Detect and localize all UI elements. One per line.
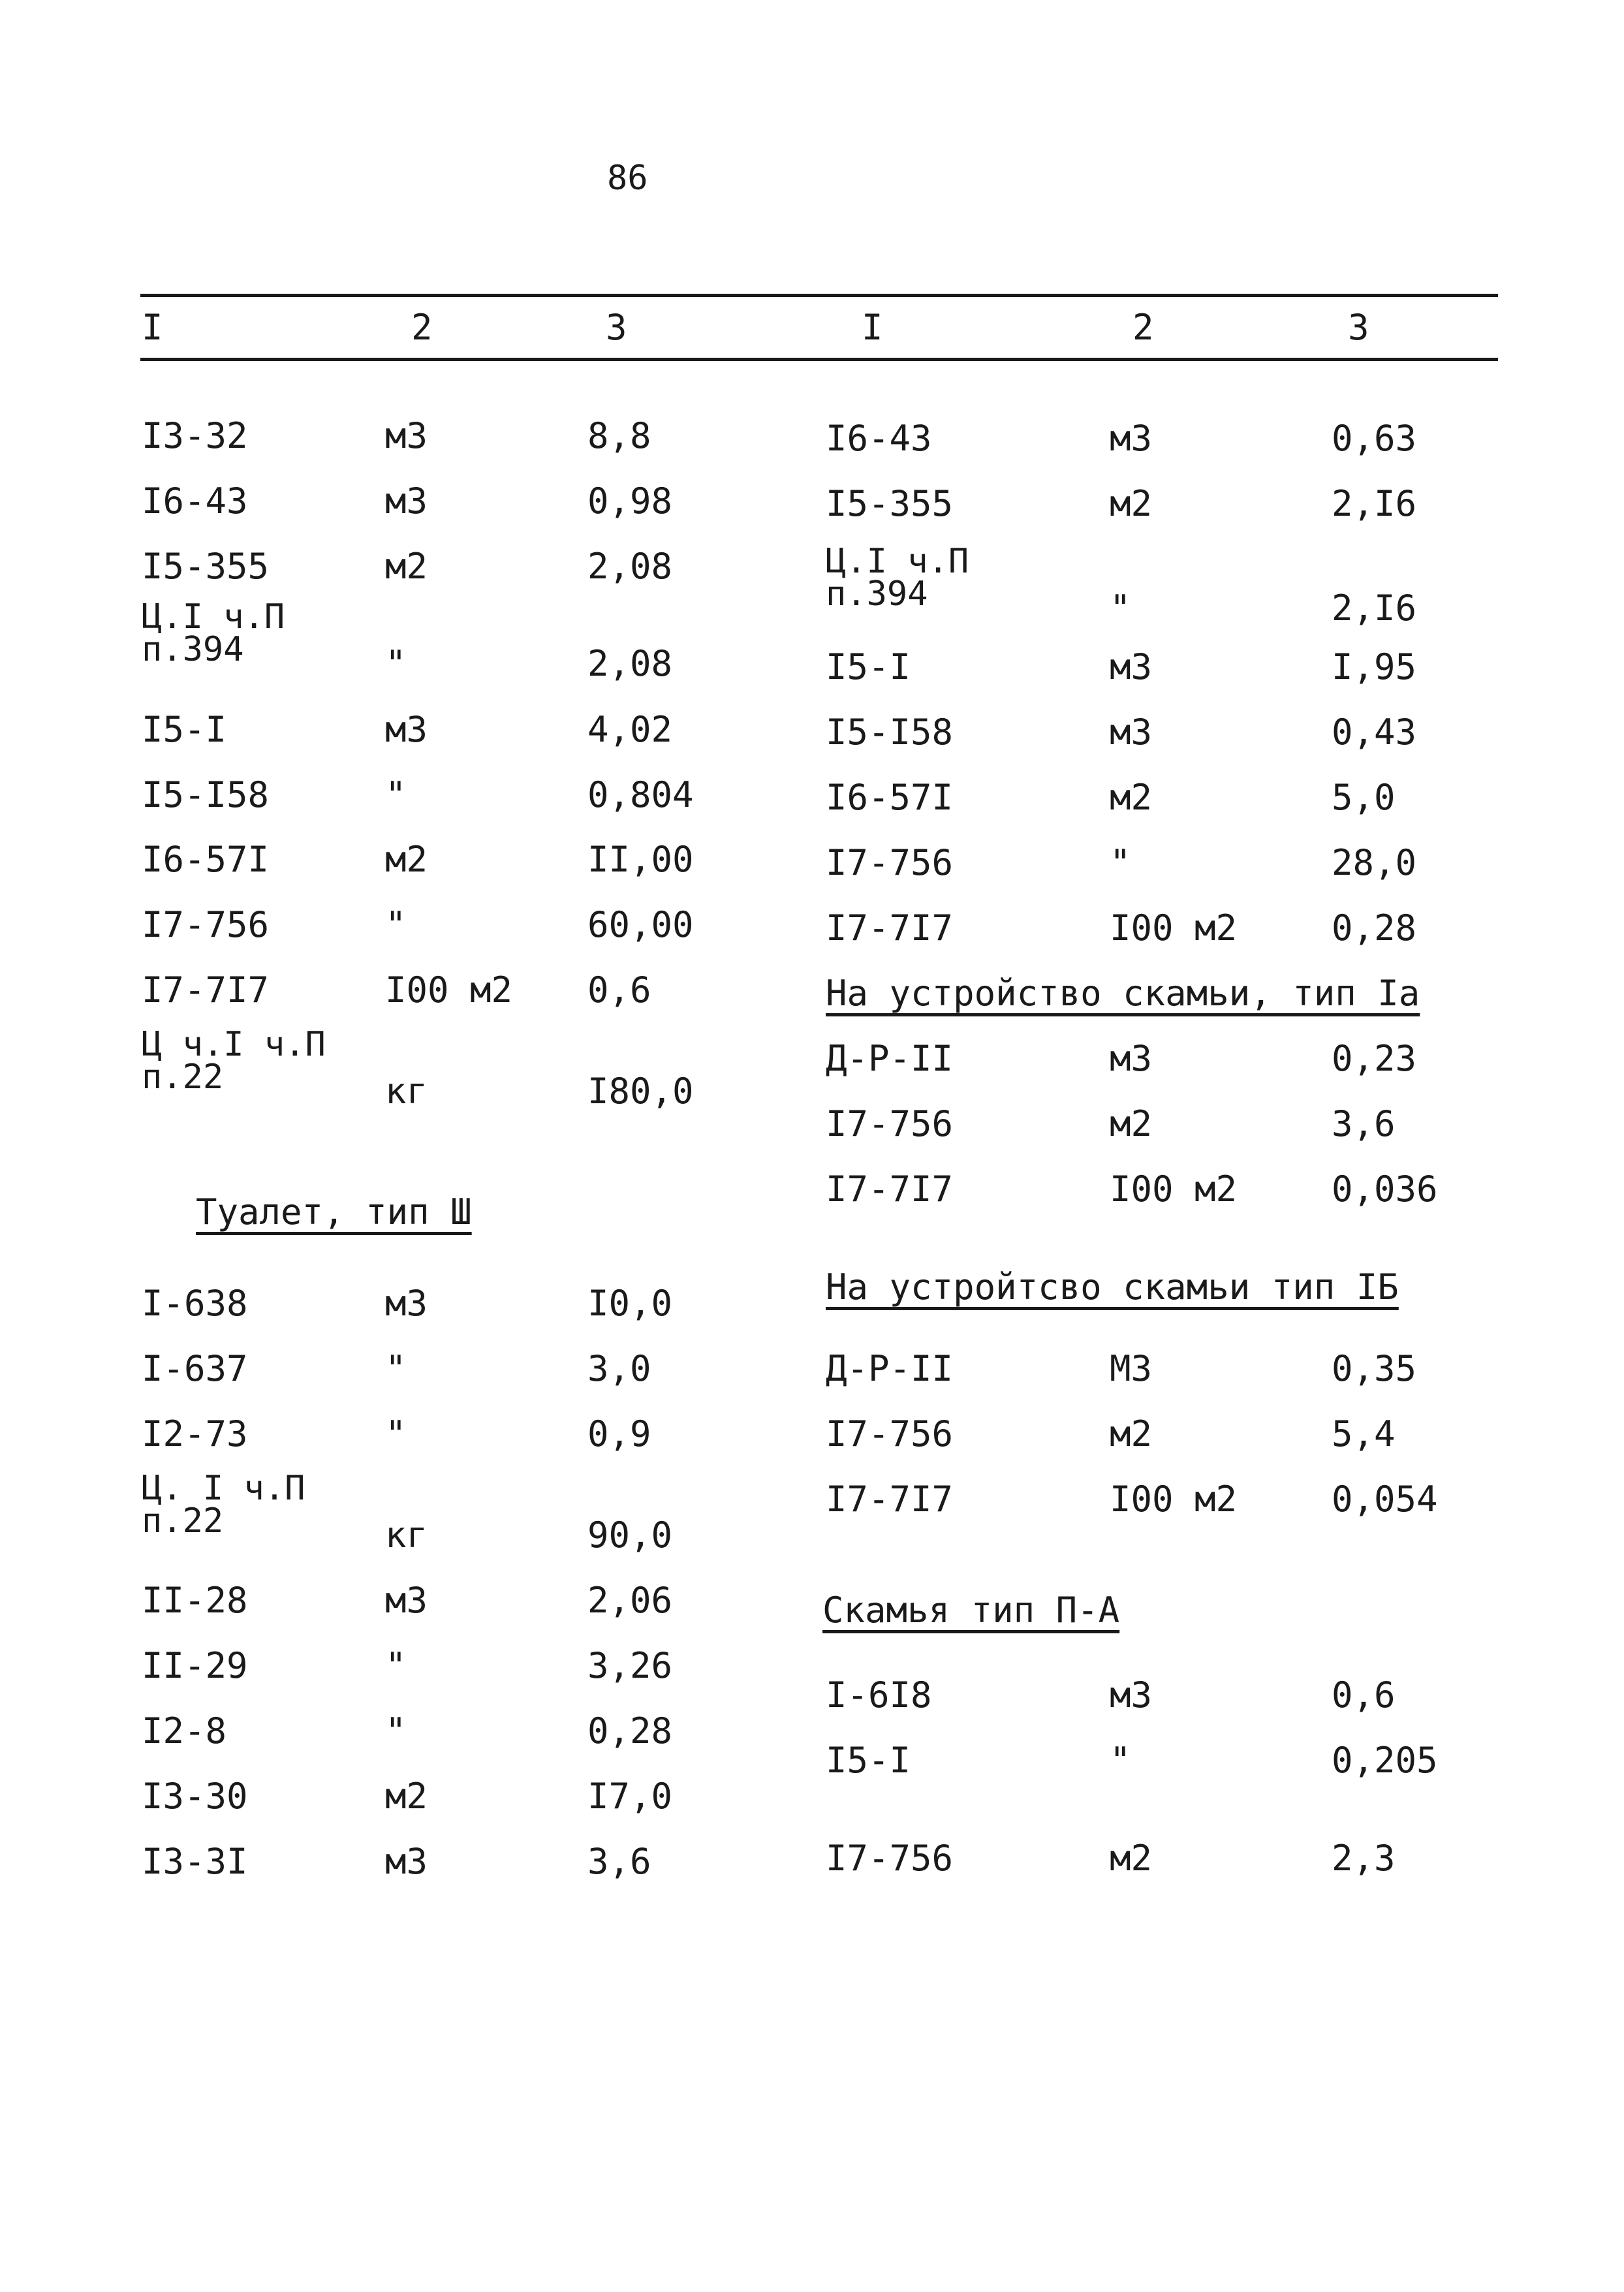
left-row-3-code: Ц.I ч.П п.394 <box>142 597 285 669</box>
toilet-row-3-code: Ц. I ч.П п.22 <box>142 1469 305 1541</box>
left-row-9-unit: кг <box>385 1071 428 1112</box>
left-row-2-unit: м2 <box>385 546 428 587</box>
right-row-7-code: I7-7I7 <box>826 907 954 949</box>
right-row-0-code: I6-43 <box>826 418 932 459</box>
left-row-4-code: I5-I <box>142 709 227 750</box>
toilet-row-8-code: I3-3I <box>142 1841 248 1882</box>
left-row-7-qty: 60,00 <box>587 904 694 945</box>
toilet-row-6-code: I2-8 <box>142 1710 227 1751</box>
toilet-row-6-qty: 0,28 <box>587 1710 673 1751</box>
section-title-bench-1b: На устройтсво скамьи тип IБ <box>826 1266 1399 1308</box>
bench-2a-row-1-unit: " <box>1110 1740 1131 1781</box>
header-col-3-left: 3 <box>606 307 627 348</box>
left-row-9-qty: I80,0 <box>587 1071 694 1112</box>
right-row-1-qty: 2,I6 <box>1332 483 1417 524</box>
bench-1a-row-1-qty: 3,6 <box>1332 1103 1396 1144</box>
left-row-0-unit: м3 <box>385 415 428 456</box>
bench-1b-row-0-unit: М3 <box>1110 1348 1153 1389</box>
toilet-row-1-unit: " <box>385 1348 407 1389</box>
left-row-1-code: I6-43 <box>142 480 248 522</box>
right-row-6-qty: 28,0 <box>1332 842 1417 883</box>
left-row-5-qty: 0,804 <box>587 774 694 815</box>
section-title-bench-2a: Скамья тип П-А <box>822 1590 1120 1631</box>
toilet-row-8-unit: м3 <box>385 1841 428 1882</box>
bench-2a-row-1-qty: 0,205 <box>1332 1740 1438 1781</box>
left-row-0-qty: 8,8 <box>587 415 651 456</box>
left-row-9-code: Ц ч.I ч.П п.22 <box>142 1025 326 1097</box>
right-row-2-unit: " <box>1110 588 1131 629</box>
toilet-row-2-unit: " <box>385 1413 407 1454</box>
header-col-2-left: 2 <box>411 307 433 348</box>
bench-1b-row-2-code: I7-7I7 <box>826 1479 954 1520</box>
bench-1b-row-0-qty: 0,35 <box>1332 1348 1417 1389</box>
right-row-7-qty: 0,28 <box>1332 907 1417 949</box>
bench-2a-row-0-qty: 0,6 <box>1332 1674 1396 1716</box>
left-row-8-unit: I00 м2 <box>385 969 513 1011</box>
right-row-6-unit: " <box>1110 842 1131 883</box>
left-row-4-unit: м3 <box>385 709 428 750</box>
toilet-row-4-qty: 2,06 <box>587 1580 673 1621</box>
toilet-row-7-code: I3-30 <box>142 1776 248 1817</box>
page-number: 86 <box>607 159 648 198</box>
left-row-6-qty: II,00 <box>587 839 694 880</box>
bench-1a-row-0-qty: 0,23 <box>1332 1038 1417 1079</box>
toilet-row-2-qty: 0,9 <box>587 1413 651 1454</box>
right-row-3-code: I5-I <box>826 646 911 687</box>
header-col-1-left: I <box>142 307 163 348</box>
toilet-row-3-unit: кг <box>385 1515 428 1556</box>
toilet-row-0-code: I-638 <box>142 1283 248 1324</box>
bench-1a-row-2-code: I7-7I7 <box>826 1169 954 1210</box>
right-row-0-unit: м3 <box>1110 418 1153 459</box>
left-row-7-unit: " <box>385 904 407 945</box>
right-row-4-unit: м3 <box>1110 712 1153 753</box>
header-rule-bottom <box>140 358 1498 361</box>
right-row-3-unit: м3 <box>1110 646 1153 687</box>
right-row-2-code: Ц.I ч.П п.394 <box>826 542 969 614</box>
toilet-row-0-unit: м3 <box>385 1283 428 1324</box>
left-row-0-code: I3-32 <box>142 415 248 456</box>
toilet-row-4-unit: м3 <box>385 1580 428 1621</box>
bench-2a-row-1-code: I5-I <box>826 1740 911 1781</box>
bench-1b-row-0-code: Д-Р-II <box>826 1348 954 1389</box>
left-row-6-code: I6-57I <box>142 839 270 880</box>
left-row-5-unit: " <box>385 774 407 815</box>
bench-1a-row-2-unit: I00 м2 <box>1110 1169 1238 1210</box>
left-row-5-code: I5-I58 <box>142 774 270 815</box>
left-row-2-qty: 2,08 <box>587 546 673 587</box>
toilet-row-5-unit: " <box>385 1645 407 1686</box>
toilet-row-8-qty: 3,6 <box>587 1841 651 1882</box>
section-title-toilet: Туалет, тип Ш <box>196 1191 472 1232</box>
left-row-8-code: I7-7I7 <box>142 969 270 1011</box>
toilet-row-6-unit: " <box>385 1710 407 1751</box>
toilet-row-0-qty: I0,0 <box>587 1283 673 1324</box>
section-title-bench-1a: На устройство скамьи, тип Iа <box>826 973 1420 1014</box>
bench-1b-row-1-code: I7-756 <box>826 1413 954 1454</box>
bench-1a-row-1-code: I7-756 <box>826 1103 954 1144</box>
toilet-row-5-code: II-29 <box>142 1645 248 1686</box>
right-row-2-qty: 2,I6 <box>1332 588 1417 629</box>
left-row-1-unit: м3 <box>385 480 428 522</box>
right-row-5-code: I6-57I <box>826 777 954 818</box>
bench-1a-row-0-unit: м3 <box>1110 1038 1153 1079</box>
toilet-row-2-code: I2-73 <box>142 1413 248 1454</box>
bench-2a-row-2-code: I7-756 <box>826 1838 954 1879</box>
header-rule-top <box>140 294 1498 297</box>
left-row-4-qty: 4,02 <box>587 709 673 750</box>
bench-2a-row-2-qty: 2,3 <box>1332 1838 1396 1879</box>
bench-1b-row-1-qty: 5,4 <box>1332 1413 1396 1454</box>
right-row-3-qty: I,95 <box>1332 646 1417 687</box>
header-col-1-right: I <box>862 307 883 348</box>
right-row-4-qty: 0,43 <box>1332 712 1417 753</box>
left-row-1-qty: 0,98 <box>587 480 673 522</box>
right-row-1-unit: м2 <box>1110 483 1153 524</box>
toilet-row-3-qty: 90,0 <box>587 1515 673 1556</box>
right-row-5-qty: 5,0 <box>1332 777 1396 818</box>
bench-1a-row-2-qty: 0,036 <box>1332 1169 1438 1210</box>
left-row-3-qty: 2,08 <box>587 643 673 684</box>
bench-2a-row-0-unit: м3 <box>1110 1674 1153 1716</box>
toilet-row-1-qty: 3,0 <box>587 1348 651 1389</box>
toilet-row-4-code: II-28 <box>142 1580 248 1621</box>
left-row-2-code: I5-355 <box>142 546 270 587</box>
left-row-6-unit: м2 <box>385 839 428 880</box>
bench-1b-row-2-qty: 0,054 <box>1332 1479 1438 1520</box>
right-row-5-unit: м2 <box>1110 777 1153 818</box>
left-row-8-qty: 0,6 <box>587 969 651 1011</box>
left-row-3-unit: " <box>385 643 407 684</box>
right-row-6-code: I7-756 <box>826 842 954 883</box>
bench-1b-row-2-unit: I00 м2 <box>1110 1479 1238 1520</box>
toilet-row-7-unit: м2 <box>385 1776 428 1817</box>
left-row-7-code: I7-756 <box>142 904 270 945</box>
toilet-row-1-code: I-637 <box>142 1348 248 1389</box>
right-row-1-code: I5-355 <box>826 483 954 524</box>
right-row-0-qty: 0,63 <box>1332 418 1417 459</box>
header-col-3-right: 3 <box>1348 307 1369 348</box>
bench-2a-row-2-unit: м2 <box>1110 1838 1153 1879</box>
header-col-2-right: 2 <box>1132 307 1154 348</box>
right-row-4-code: I5-I58 <box>826 712 954 753</box>
toilet-row-7-qty: I7,0 <box>587 1776 673 1817</box>
bench-2a-row-0-code: I-6I8 <box>826 1674 932 1716</box>
toilet-row-5-qty: 3,26 <box>587 1645 673 1686</box>
right-row-7-unit: I00 м2 <box>1110 907 1238 949</box>
bench-1b-row-1-unit: м2 <box>1110 1413 1153 1454</box>
bench-1a-row-1-unit: м2 <box>1110 1103 1153 1144</box>
bench-1a-row-0-code: Д-Р-II <box>826 1038 954 1079</box>
